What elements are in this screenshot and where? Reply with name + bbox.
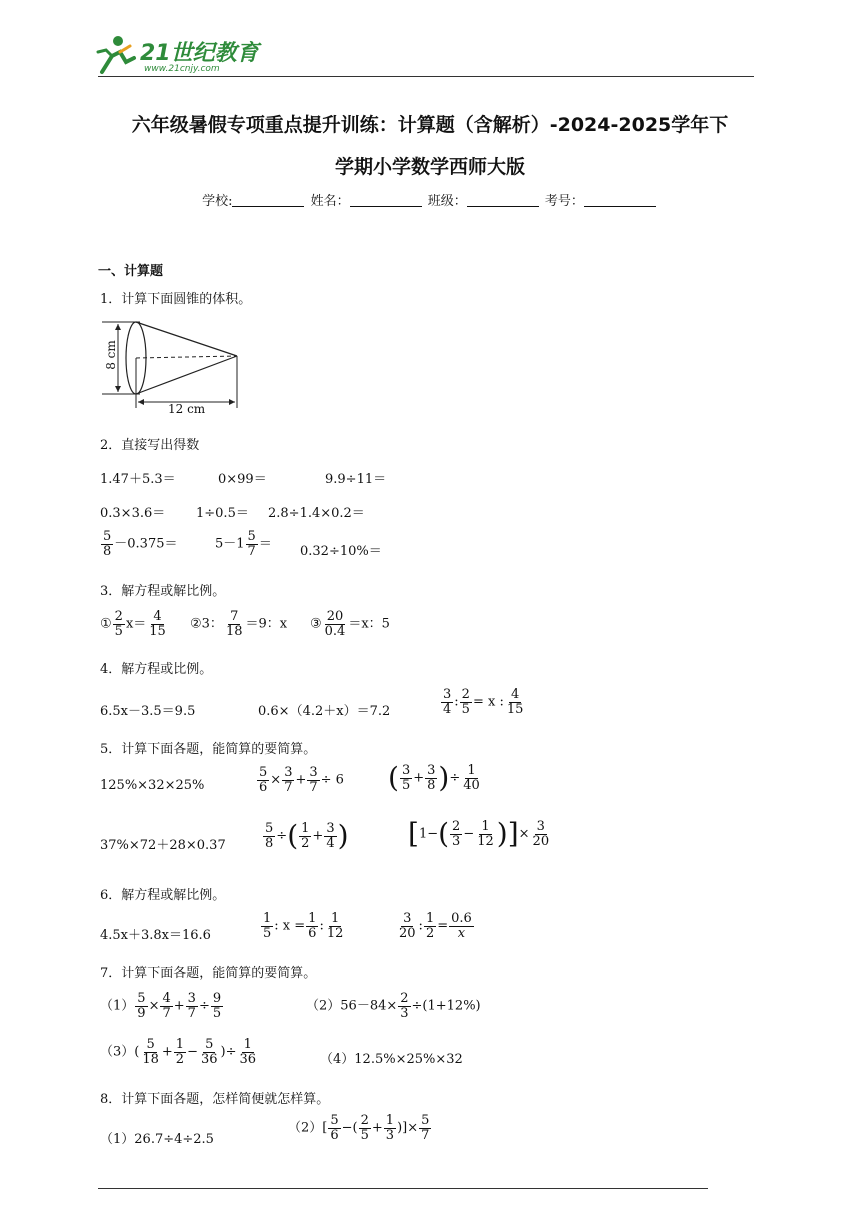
q5-item: ( $\frac{3}{5}$ + $\frac{3}{8}$ )÷ $\frac{1}{40}$: [388, 761, 480, 795]
cone-figure: [100, 318, 250, 418]
q6-item: $\frac{1}{5}$ : x = $\frac{1}{6}$ : $\frac{1}{12}$: [263, 911, 344, 941]
logo-text: 21世纪教育: [140, 41, 259, 66]
q8-item: （1）26.7÷4÷2.5: [100, 1132, 214, 1147]
cone-diagram: [100, 318, 250, 414]
q5-label: 5．计算下面各题，能简算的要简算。: [100, 742, 317, 757]
q2-label: 2．直接写出得数: [100, 438, 200, 453]
q7-label: 7．计算下面各题，能简算的要简算。: [100, 966, 317, 981]
q7-item: （4）12.5%×25%×32: [320, 1052, 463, 1067]
q3-item: ③ $\frac{20}{0.4}$ ＝x：5: [310, 609, 390, 639]
q3-label: 3．解方程或解比例。: [100, 584, 226, 599]
logo-url: www.21cnjy.com: [144, 64, 220, 74]
q5-item: $\frac{5}{6}$ × $\frac{3}{7}$ + $\frac{3}{7}$ ÷ 6: [259, 765, 344, 795]
page-title-line2: 学期小学数学西师大版: [334, 156, 525, 178]
q2-item: $\frac{5}{8}$ －0.375＝: [103, 529, 178, 559]
q6-label: 6．解方程或解比例。: [100, 888, 226, 903]
q7-item: （2）56－84× $\frac{2}{3}$ ÷(1+12%): [306, 991, 481, 1021]
q2-item: 0×99＝: [218, 472, 267, 487]
section-heading: 一、计算题: [98, 264, 164, 279]
q2-item: 9.9÷11＝: [325, 472, 387, 487]
q3-item: ① $\frac{2}{5}$ x＝ $\frac{4}{15}$: [100, 609, 166, 639]
q4-item: 0.6×（4.2＋x）＝7.2: [258, 704, 391, 719]
q2-item: 1.47＋5.3＝: [100, 472, 176, 487]
q5-item: [1−( $\frac{2}{3}$ − $\frac{1}{12}$ )]× $\frac{3}{20}$: [408, 817, 550, 851]
school-blank[interactable]: [232, 194, 304, 207]
q8-label: 8．计算下面各题，怎样简便就怎样算。: [100, 1092, 330, 1107]
footer-rule: [98, 1188, 708, 1189]
logo: [92, 32, 262, 78]
q2-item: 1÷0.5＝: [196, 506, 249, 521]
school-label: 学校:: [202, 194, 233, 209]
q2-item: 2.8÷1.4×0.2＝: [268, 506, 365, 521]
q4-item: 6.5x－3.5＝9.5: [100, 704, 196, 719]
q3-item: ②3： $\frac{7}{18}$ ＝9：x: [190, 609, 288, 639]
q2-item: 0.3×3.6＝: [100, 506, 166, 521]
class-blank[interactable]: [467, 194, 539, 207]
cone-length-label: 12 cm: [168, 402, 206, 416]
q7-item: （3）( $\frac{5}{18}$ + $\frac{1}{2}$ − $\frac{5}{36}$ )÷ $\frac{1}{36}$: [100, 1037, 257, 1067]
header-rule: [98, 76, 754, 77]
q4-item: $\frac{3}{4}$ : $\frac{2}{5}$ = x : $\frac{4}{15}$: [443, 687, 524, 717]
class-label: 班级：: [427, 194, 467, 209]
exam-no-label: 考号：: [544, 194, 584, 209]
q6-item: 4.5x＋3.8x＝16.6: [100, 928, 211, 943]
page-title-line1: 六年级暑假专项重点提升训练：计算题（含解析）-2024-2025学年下: [131, 114, 729, 136]
name-blank[interactable]: [350, 194, 422, 207]
q6-item: $\frac{3}{20}$ : $\frac{1}{2}$ = $\frac{0.6}{x}$: [399, 911, 472, 941]
q2-item: 0.32÷10%＝: [300, 544, 382, 559]
q1-label: 1．计算下面圆锥的体积。: [100, 292, 252, 307]
student-info: [0, 190, 860, 209]
q5-item: $\frac{5}{8}$ ÷( $\frac{1}{2}$ + $\frac{3}{4}$ ): [265, 819, 349, 853]
exam-no-blank[interactable]: [584, 194, 656, 207]
q5-item: 125%×32×25%: [100, 778, 205, 793]
cone-height-label: 8 cm: [103, 340, 118, 370]
q4-label: 4．解方程或比例。: [100, 662, 213, 677]
q7-item: （1） $\frac{5}{9}$ × $\frac{4}{7}$ + $\frac{3}{7}$ ÷ $\frac{9}{5}$: [100, 991, 222, 1021]
q8-item: （2）[ $\frac{5}{6}$ −( $\frac{2}{5}$ + $\frac{1}{3}$ )]× $\frac{5}{7}$: [288, 1113, 430, 1143]
q5-item: 37%×72＋28×0.37: [100, 838, 226, 853]
name-label: 姓名：: [310, 194, 350, 209]
q2-item: 5－1 $\frac{5}{7}$ ＝: [215, 529, 272, 559]
